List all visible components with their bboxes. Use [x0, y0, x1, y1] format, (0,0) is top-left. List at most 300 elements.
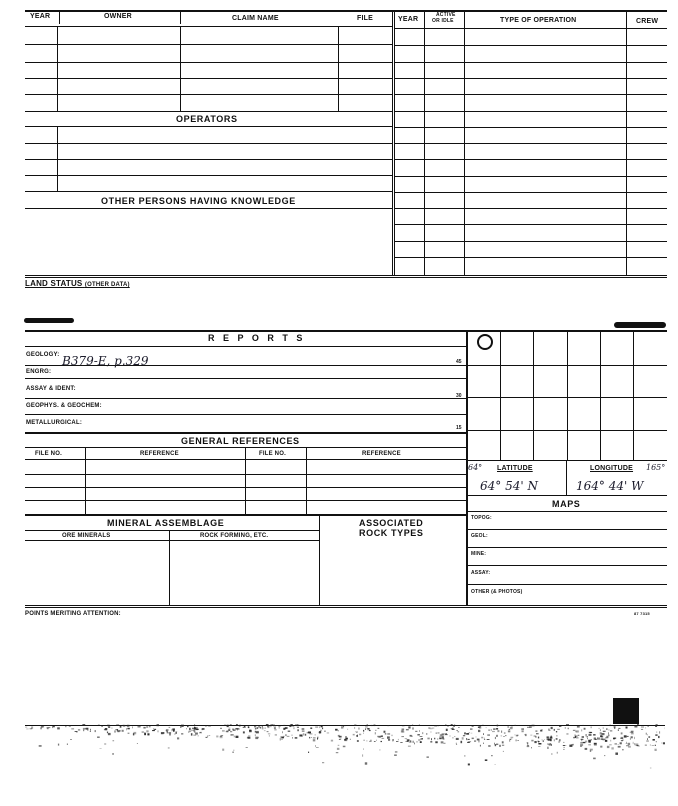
scan-speck	[508, 726, 509, 728]
scan-speck	[282, 738, 283, 740]
scan-speck	[627, 736, 629, 737]
scan-speck	[316, 747, 319, 748]
scan-speck	[221, 735, 224, 736]
scan-speck	[273, 725, 276, 726]
scan-speck	[283, 725, 285, 726]
scan-speck	[547, 736, 549, 738]
scan-speck	[438, 725, 439, 726]
scan-speck	[641, 726, 644, 727]
scan-speck	[637, 745, 639, 746]
scan-speck	[166, 730, 168, 731]
scan-speck	[58, 744, 59, 746]
year-column-line	[424, 10, 425, 276]
scan-speck	[371, 740, 372, 742]
scan-speck	[353, 734, 355, 736]
operation-column-line	[626, 10, 627, 276]
scan-speck	[468, 764, 470, 766]
scan-speck	[388, 739, 390, 741]
scan-speck	[319, 727, 320, 729]
scan-speck	[470, 728, 473, 729]
scan-speck	[474, 740, 476, 741]
top-table-bottom-border	[25, 275, 667, 278]
scan-speck	[265, 728, 266, 729]
scan-speck	[621, 732, 623, 734]
scan-speck	[255, 731, 256, 733]
scan-speck	[354, 725, 356, 726]
scan-speck	[559, 741, 560, 743]
scan-speck	[628, 746, 631, 748]
scan-speck	[193, 735, 196, 736]
assay-ident-label: ASSAY & IDENT:	[26, 386, 76, 392]
scan-speck	[464, 732, 466, 734]
scan-speck	[634, 725, 637, 727]
scan-speck	[656, 724, 658, 725]
scan-speck	[321, 726, 323, 728]
scan-speck	[434, 738, 435, 740]
geology-value: B379-E, p.329	[62, 354, 149, 368]
scan-speck	[367, 724, 368, 726]
scan-speck	[381, 741, 383, 742]
scan-speck	[266, 724, 269, 725]
scan-speck	[428, 727, 430, 728]
scan-speck	[149, 726, 151, 727]
scan-speck	[226, 731, 229, 732]
scan-speck	[319, 731, 321, 733]
scan-speck	[631, 736, 633, 738]
other-persons-heading: OTHER PERSONS HAVING KNOWLEDGE	[101, 196, 296, 206]
scan-speck	[146, 726, 148, 727]
scan-speck	[132, 727, 133, 729]
scan-speck	[495, 764, 496, 765]
scan-speck	[549, 730, 551, 731]
scan-speck	[57, 727, 60, 729]
scan-speck	[406, 729, 409, 730]
scan-speck	[309, 737, 310, 739]
scan-speck	[610, 740, 611, 742]
scan-speck	[363, 749, 364, 750]
scan-speck	[228, 729, 230, 731]
scan-speck	[556, 735, 557, 737]
scan-speck	[384, 731, 386, 733]
ref-header-file-no-1: FILE NO.	[35, 451, 62, 457]
longitude-label: LONGITUDE	[590, 465, 634, 472]
scan-speck	[369, 741, 370, 742]
row-line	[25, 208, 392, 209]
scan-speck	[175, 731, 177, 732]
scan-speck	[411, 736, 412, 737]
scan-speck	[483, 743, 484, 744]
ink-smudge	[614, 322, 666, 328]
header-owner: OWNER	[104, 13, 132, 20]
scan-speck	[104, 744, 106, 745]
scan-speck	[515, 734, 516, 735]
points-meriting-attention-label: POINTS MERITING ATTENTION:	[25, 611, 121, 617]
reports-bottom-border	[25, 605, 667, 608]
scan-speck	[605, 737, 607, 738]
latitude-prefix: 64°	[468, 463, 483, 472]
row-line	[25, 159, 392, 160]
scan-speck	[189, 728, 190, 730]
scan-speck	[86, 728, 88, 730]
scan-speck	[514, 725, 516, 726]
top-split-line	[392, 10, 393, 276]
scan-speck	[464, 755, 465, 756]
grid-line	[467, 365, 667, 366]
scan-speck	[347, 729, 348, 730]
scan-speck	[443, 743, 445, 744]
scan-speck	[337, 748, 340, 750]
scan-speck	[406, 740, 409, 741]
header-active: ACTIVE	[436, 12, 456, 18]
scan-speck	[39, 745, 42, 746]
scan-speck	[114, 730, 115, 732]
scan-speck	[285, 735, 287, 736]
scan-speck	[336, 752, 339, 753]
scan-speck	[269, 735, 270, 736]
scan-speck	[308, 752, 309, 753]
scan-speck	[449, 736, 450, 737]
scan-speck	[402, 725, 405, 726]
row-line	[25, 126, 392, 127]
scan-speck	[504, 732, 506, 734]
scan-speck	[327, 733, 329, 734]
scan-speck	[431, 732, 432, 733]
scan-speck	[522, 731, 524, 733]
scan-speck	[661, 743, 662, 744]
scan-speck	[317, 737, 318, 739]
scan-speck	[503, 736, 504, 737]
scan-speck	[603, 731, 606, 732]
scan-speck	[381, 735, 383, 737]
scan-speck	[618, 729, 619, 731]
scan-speck	[243, 727, 245, 728]
scan-speck	[338, 745, 340, 746]
scan-speck	[127, 725, 130, 727]
grid-line	[467, 430, 667, 431]
scan-speck	[458, 727, 459, 728]
scan-speck	[563, 749, 565, 750]
scan-speck	[120, 726, 122, 728]
scan-speck	[274, 727, 276, 729]
scan-speck	[78, 729, 80, 730]
header-underline	[25, 26, 392, 27]
scan-speck	[602, 733, 605, 735]
scan-speck	[646, 733, 647, 735]
scan-speck	[376, 740, 377, 741]
metallurgical-label: METALLURGICAL:	[26, 420, 83, 426]
scan-speck	[128, 733, 130, 734]
scan-speck	[260, 727, 261, 729]
scan-speck	[427, 738, 429, 740]
scan-speck	[254, 726, 256, 727]
scan-speck	[280, 738, 281, 740]
scan-speck	[631, 733, 634, 734]
scan-speck	[547, 743, 548, 744]
scan-speck	[549, 744, 551, 746]
scan-speck	[243, 731, 245, 733]
scan-speck	[655, 725, 657, 727]
scan-speck	[563, 742, 564, 743]
scan-speck	[420, 741, 422, 743]
scan-speck	[466, 733, 469, 735]
scan-speck	[201, 729, 203, 730]
scan-speck	[297, 727, 299, 728]
references-bottom-line	[25, 514, 466, 516]
scan-speck	[568, 728, 569, 730]
scan-speck	[600, 746, 602, 748]
scan-speck	[83, 728, 86, 730]
scan-speck	[556, 738, 558, 739]
scan-speck	[385, 733, 387, 734]
scan-speck	[279, 727, 280, 728]
scan-speck	[282, 731, 283, 733]
scan-speck	[435, 741, 437, 743]
scan-speck	[70, 739, 72, 740]
scan-speck	[287, 736, 290, 737]
scan-speck	[387, 736, 390, 738]
scan-speck	[232, 729, 234, 731]
scan-speck	[607, 746, 610, 748]
scan-speck	[126, 728, 127, 730]
scan-speck	[439, 738, 441, 739]
scan-speck	[97, 737, 100, 738]
header-divider	[180, 10, 181, 24]
scan-speck	[244, 726, 245, 727]
scan-speck	[249, 730, 251, 731]
scan-speck	[652, 745, 654, 746]
scan-speck	[320, 725, 321, 726]
operators-column-line	[57, 126, 58, 191]
scan-speck	[200, 732, 201, 733]
scan-speck	[365, 726, 368, 727]
scan-speck	[485, 759, 488, 761]
scan-speck	[100, 748, 102, 749]
rock-types-column-line	[319, 514, 320, 606]
claim-column-line	[338, 26, 339, 111]
scan-speck	[659, 731, 660, 733]
scan-speck	[26, 729, 29, 730]
scan-speck	[307, 732, 308, 734]
owner-column-line	[180, 26, 181, 111]
scan-speck	[133, 733, 134, 735]
scan-speck	[600, 735, 602, 737]
scan-speck	[295, 724, 298, 725]
scan-speck	[551, 727, 553, 729]
scan-speck	[116, 724, 119, 725]
mineral-assemblage-heading: MINERAL ASSEMBLAGE	[107, 518, 225, 528]
scan-speck	[367, 728, 369, 729]
scan-speck	[620, 738, 623, 739]
row-line	[25, 111, 392, 112]
report-row-line	[25, 378, 466, 379]
scan-speck	[535, 730, 537, 732]
scan-speck	[484, 739, 485, 740]
scan-speck	[257, 727, 259, 729]
scan-speck	[172, 728, 175, 730]
scan-speck	[157, 724, 160, 726]
scan-speck	[508, 730, 510, 732]
scan-speck	[187, 725, 188, 727]
geology-label: GEOLOGY:	[26, 352, 60, 358]
scan-speck	[255, 737, 258, 739]
scan-speck	[527, 742, 528, 744]
scan-speck	[108, 726, 110, 728]
scan-speck	[379, 750, 381, 751]
scan-speck	[510, 739, 512, 740]
scan-speck	[451, 724, 453, 725]
scan-speck	[609, 744, 612, 745]
scan-speck	[663, 742, 665, 744]
scan-speck	[472, 726, 474, 727]
scan-speck	[111, 728, 113, 729]
land-status-sub: (OTHER DATA)	[84, 282, 130, 288]
scan-speck	[381, 738, 383, 739]
scan-speck	[324, 731, 325, 733]
scan-speck	[40, 727, 41, 729]
scan-speck	[371, 725, 373, 726]
scan-speck	[315, 745, 316, 746]
scan-speck	[468, 739, 470, 740]
lat-long-divider	[566, 460, 567, 495]
scan-speck	[220, 728, 221, 729]
scan-speck	[609, 735, 610, 737]
scan-speck	[646, 740, 649, 742]
scan-speck	[194, 724, 195, 725]
engrg-number: 45	[456, 359, 462, 365]
scan-speck	[363, 730, 364, 732]
scan-speck	[582, 736, 584, 738]
scan-speck	[247, 737, 250, 738]
scan-speck	[496, 735, 498, 737]
scan-speck	[556, 731, 557, 732]
scan-speck	[408, 726, 410, 728]
scan-speck	[497, 730, 499, 732]
maps-row-line	[467, 565, 667, 566]
scan-speck	[374, 741, 376, 742]
scan-speck	[496, 728, 498, 730]
scan-speck	[83, 730, 84, 732]
scan-speck	[25, 727, 27, 728]
scan-speck	[374, 724, 376, 726]
grid-line	[633, 330, 634, 460]
scan-speck	[618, 746, 621, 748]
header-or-idle: OR IDLE	[432, 18, 454, 24]
scan-speck	[414, 743, 415, 745]
scan-speck	[262, 727, 264, 729]
scan-speck	[313, 737, 316, 738]
scan-speck	[444, 738, 445, 740]
scan-speck	[293, 727, 294, 729]
scan-speck	[476, 736, 477, 737]
scan-speck	[107, 725, 110, 727]
scan-speck	[196, 729, 199, 730]
scan-speck	[181, 733, 183, 734]
scan-speck	[530, 735, 532, 736]
scan-speck	[232, 752, 234, 753]
scan-speck	[318, 732, 319, 733]
scan-speck	[453, 737, 454, 738]
scan-speck	[343, 746, 346, 748]
scan-speck	[394, 754, 397, 756]
scan-speck	[576, 730, 579, 732]
scan-speck	[262, 726, 263, 728]
row-line	[25, 191, 392, 192]
scan-speck	[302, 735, 303, 737]
geophys-label: GEOPHYS. & GEOCHEM:	[26, 403, 102, 409]
scan-speck	[650, 768, 652, 769]
scan-speck	[108, 733, 111, 735]
scan-speck	[255, 734, 256, 736]
scan-speck	[585, 734, 587, 736]
scan-speck	[392, 735, 393, 736]
scan-speck	[502, 741, 504, 743]
scan-speck	[69, 725, 71, 726]
ink-smudge	[24, 318, 74, 323]
scan-speck	[264, 730, 266, 731]
scan-speck	[532, 725, 535, 727]
header-year: YEAR	[30, 13, 51, 20]
scan-speck	[320, 730, 322, 731]
ref-header-reference-1: REFERENCE	[140, 451, 179, 457]
scan-speck	[331, 740, 333, 742]
scan-speck	[357, 740, 359, 742]
scan-speck	[365, 762, 367, 764]
scan-speck	[542, 740, 543, 741]
scan-speck	[395, 751, 398, 752]
scan-speck	[338, 730, 339, 731]
scan-speck	[578, 735, 580, 736]
scan-speck	[430, 741, 432, 742]
scan-speck	[427, 757, 429, 758]
scan-noise-band	[25, 722, 665, 772]
scan-speck	[593, 758, 596, 760]
scan-speck	[492, 731, 495, 732]
scan-speck	[631, 731, 634, 733]
scan-speck	[95, 730, 97, 732]
scan-speck	[415, 731, 417, 732]
scan-speck	[52, 726, 53, 728]
scan-speck	[436, 732, 437, 734]
scan-speck	[614, 727, 615, 729]
scan-speck	[575, 734, 576, 736]
scan-speck	[594, 744, 597, 746]
scan-speck	[292, 737, 293, 739]
land-status-title: LAND STATUS	[25, 279, 83, 288]
scan-speck	[648, 736, 650, 738]
scan-speck	[566, 733, 568, 734]
scan-speck	[494, 743, 495, 745]
scan-speck	[559, 726, 561, 727]
grid-circle-mark	[477, 334, 493, 350]
scan-speck	[548, 739, 551, 741]
scan-speck	[591, 727, 592, 729]
scan-speck	[209, 735, 211, 736]
scan-speck	[573, 730, 576, 731]
scan-speck	[308, 733, 311, 734]
scan-speck	[122, 730, 124, 732]
scan-speck	[311, 737, 312, 738]
scan-speck	[493, 728, 496, 729]
scan-speck	[600, 732, 602, 734]
maps-row-line	[467, 584, 667, 585]
scan-speck	[572, 744, 574, 746]
scan-speck	[107, 732, 108, 734]
scan-speck	[239, 728, 240, 729]
scan-speck	[626, 727, 628, 729]
scan-speck	[591, 739, 592, 741]
maps-mine-label: MINE:	[471, 551, 487, 557]
scan-speck	[189, 731, 192, 732]
